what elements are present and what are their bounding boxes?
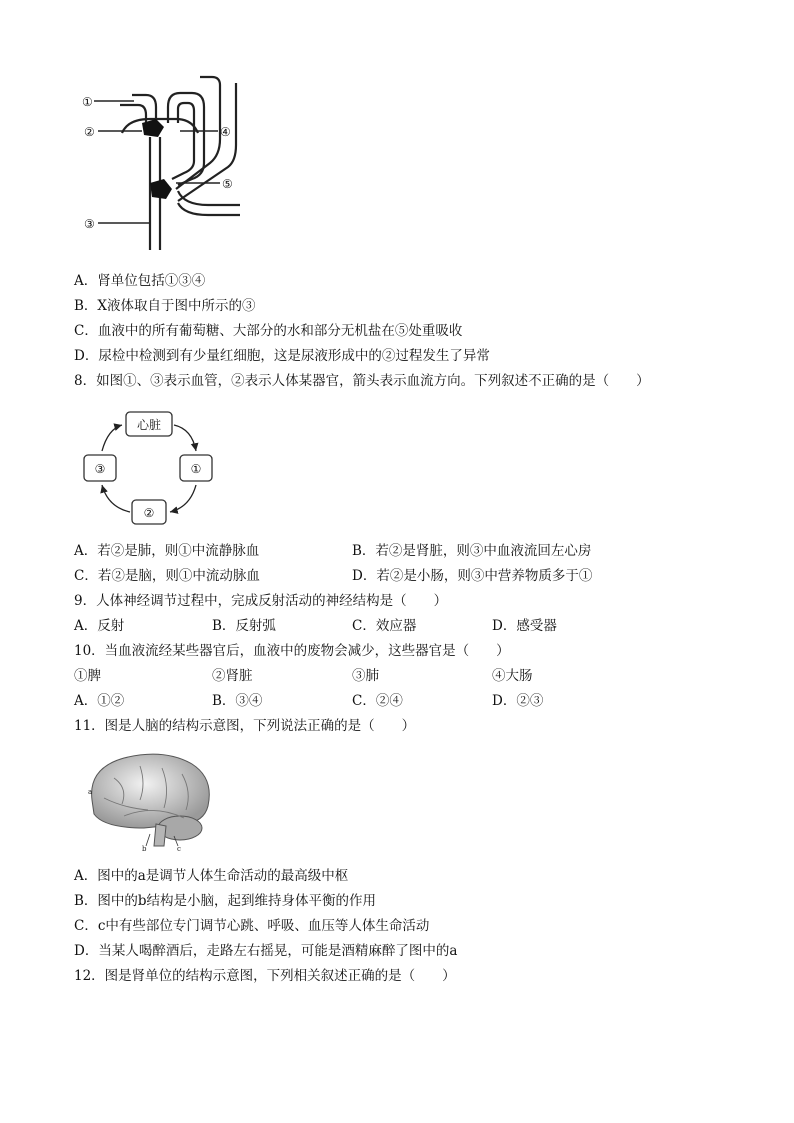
- label-c: c: [177, 845, 181, 853]
- q10-item-2: ②肾脏: [212, 668, 253, 684]
- q7-option-d: D．尿检中检测到有少量红细胞，这是尿液形成中的②过程发生了异常: [74, 348, 490, 364]
- label-2: ②: [84, 125, 95, 139]
- q10-stem: 10．当血液流经某些器官后，血液中的废物会减少，这些器官是（ ）: [74, 643, 510, 659]
- brainstem: [154, 824, 166, 846]
- q8-option-a: A．若②是肺，则①中流静脉血: [74, 543, 260, 559]
- nephron-diagram: [80, 75, 250, 255]
- q8-option-d: D．若②是小肠，则③中营养物质多于①: [352, 568, 593, 584]
- q8-stem: 8．如图①、③表示血管，②表示人体某器官，箭头表示血流方向。下列叙述不正确的是（ ）: [74, 373, 650, 389]
- heart-label: 心脏: [136, 418, 162, 432]
- circulation-diagram: [80, 405, 220, 530]
- node-1-label: ①: [190, 462, 202, 476]
- q11-option-d: D．当某人喝醉酒后，走路左右摇晃，可能是酒精麻醉了图中的a: [74, 943, 458, 959]
- q11-option-c: C．c中有些部位专门调节心跳、呼吸、血压等人体生命活动: [74, 918, 430, 934]
- q12-stem: 12．图是肾单位的结构示意图，下列相关叙述正确的是（ ）: [74, 968, 456, 984]
- q9-option-c: C．效应器: [352, 618, 417, 634]
- label-a: a: [88, 788, 93, 796]
- q10-option-d: D．②③: [492, 693, 544, 709]
- q7-option-a: A．肾单位包括①③④: [74, 273, 206, 289]
- label-5: ⑤: [222, 177, 233, 191]
- q10-option-c: C．②④: [352, 693, 403, 709]
- q11-option-b: B．图中的b结构是小脑，起到维持身体平衡的作用: [74, 893, 377, 909]
- label-1: ①: [82, 95, 93, 109]
- q10-option-a: A．①②: [74, 693, 125, 709]
- node-3-label: ③: [94, 462, 106, 476]
- label-3: ③: [84, 217, 95, 231]
- label-4: ④: [220, 125, 231, 139]
- q10-item-3: ③肺: [352, 668, 379, 684]
- q9-option-a: A．反射: [74, 618, 125, 634]
- q9-stem: 9．人体神经调节过程中，完成反射活动的神经结构是（ ）: [74, 593, 448, 609]
- q11-option-a: A．图中的a是调节人体生命活动的最高级中枢: [74, 868, 349, 884]
- q9-option-d: D．感受器: [492, 618, 557, 634]
- q8-option-b: B．若②是肾脏，则③中血液流回左心房: [352, 543, 592, 559]
- cerebrum: [92, 754, 210, 828]
- q10-option-b: B．③④: [212, 693, 263, 709]
- q10-item-1: ①脾: [74, 668, 101, 684]
- brain-diagram: [84, 748, 224, 853]
- node-2-label: ②: [143, 506, 155, 520]
- q8-option-c: C．若②是脑，则①中流动脉血: [74, 568, 260, 584]
- q7-option-c: C．血液中的所有葡萄糖、大部分的水和部分无机盐在⑤处重吸收: [74, 323, 463, 339]
- q10-item-4: ④大肠: [492, 668, 533, 684]
- label-b: b: [142, 845, 147, 853]
- q9-option-b: B．反射弧: [212, 618, 276, 634]
- q11-stem: 11．图是人脑的结构示意图，下列说法正确的是（ ）: [74, 718, 416, 734]
- q7-option-b: B．X液体取自于图中所示的③: [74, 298, 256, 314]
